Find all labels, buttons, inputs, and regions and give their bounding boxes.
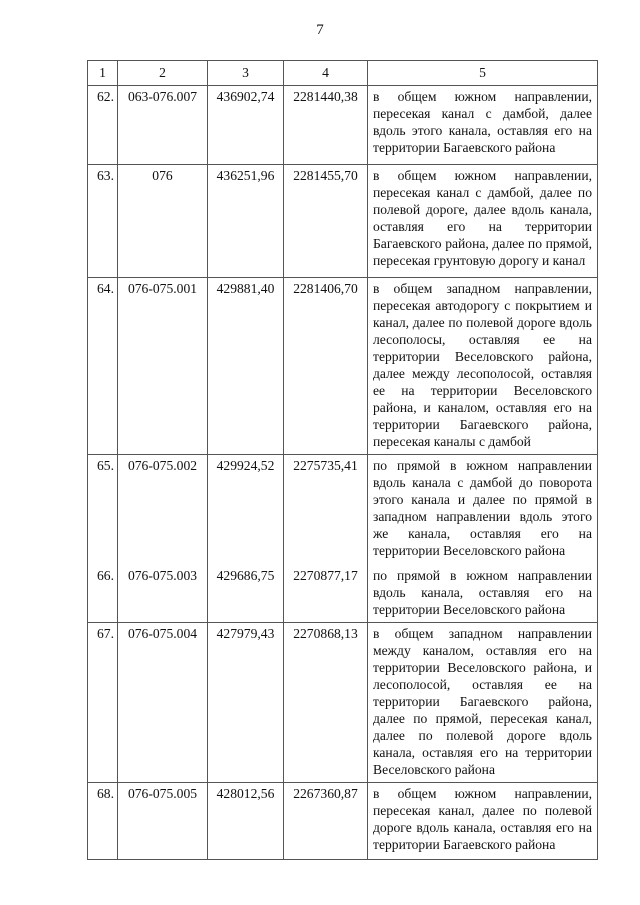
column-header: 3: [208, 61, 284, 86]
point-number: 62.: [88, 86, 118, 165]
boundary-description: по прямой в южном направлении вдоль канала с дамбой до поворота этого канала и далее по прямой в западном направлении вдоль этого же канала, оставляя его на территории Веселовского района: [368, 455, 598, 566]
column-header: 2: [118, 61, 208, 86]
point-number: 68.: [88, 783, 118, 860]
point-code: 076: [118, 165, 208, 278]
point-code: 076-075.004: [118, 623, 208, 783]
coordinate-x: 429924,52: [208, 455, 284, 566]
coordinate-y: 2267360,87: [284, 783, 368, 860]
coordinate-x: 428012,56: [208, 783, 284, 860]
table-row: [88, 783, 598, 860]
coordinate-y: 2270868,13: [284, 623, 368, 783]
boundary-description: в общем западном направлении между каналом, оставляя его на территории Веселовского района, и лесополосой, оставляя ее на территории Багаевского района, далее по прямой, пересекая канал, далее по полевой дороге вдоль канала, оставляя его на территории Веселовского района: [368, 623, 598, 783]
coordinate-x: 436902,74: [208, 86, 284, 165]
coordinate-x: 429686,75: [208, 565, 284, 623]
coordinate-x: 429881,40: [208, 278, 284, 455]
column-header: 1: [88, 61, 118, 86]
coordinate-y: 2281406,70: [284, 278, 368, 455]
table-row: [88, 86, 598, 165]
table-row: [88, 165, 598, 278]
coordinate-x: 427979,43: [208, 623, 284, 783]
table-row: [88, 623, 598, 783]
point-code: 076-075.001: [118, 278, 208, 455]
point-number: 66.: [88, 565, 118, 623]
boundary-description: в общем южном направлении, пересекая канал, далее по полевой дороге вдоль канала, оставляя его на территории Багаевского района: [368, 783, 598, 860]
table-header-row: [88, 61, 598, 86]
coordinate-y: 2275735,41: [284, 455, 368, 566]
table-row: [88, 455, 598, 566]
point-code: 063-076.007: [118, 86, 208, 165]
point-code: 076-075.003: [118, 565, 208, 623]
coordinate-y: 2281455,70: [284, 165, 368, 278]
table-row: [88, 565, 598, 623]
column-header: 5: [368, 61, 598, 86]
point-number: 63.: [88, 165, 118, 278]
point-code: 076-075.002: [118, 455, 208, 566]
point-number: 67.: [88, 623, 118, 783]
page-number: 7: [316, 22, 324, 38]
point-number: 64.: [88, 278, 118, 455]
column-header: 4: [284, 61, 368, 86]
point-number: 65.: [88, 455, 118, 566]
coordinate-y: 2270877,17: [284, 565, 368, 623]
boundary-table: [87, 60, 598, 860]
boundary-description: в общем западном направлении, пересекая автодорогу с покрытием и канал, далее по полевой дороге вдоль лесополосы, оставляя ее на территории Веселовского района, далее между лесополосой, оставляя ее на территории Веселовского района, и каналом, оставляя его на территории Багаевского района, пересекая каналы с дамбой: [368, 278, 598, 455]
boundary-description: по прямой в южном направлении вдоль канала, оставляя его на территории Веселовского района: [368, 565, 598, 623]
boundary-description: в общем южном направлении, пересекая канал с дамбой, далее по полевой дороге, далее вдоль канала, оставляя его на территории Багаевского района, далее по прямой, пересекая грунтовую дорогу и канал: [368, 165, 598, 278]
table-row: [88, 278, 598, 455]
coordinate-x: 436251,96: [208, 165, 284, 278]
coordinate-y: 2281440,38: [284, 86, 368, 165]
point-code: 076-075.005: [118, 783, 208, 860]
boundary-description: в общем южном направлении, пересекая канал с дамбой, далее вдоль этого канала, оставляя его на территории Багаевского района: [368, 86, 598, 165]
